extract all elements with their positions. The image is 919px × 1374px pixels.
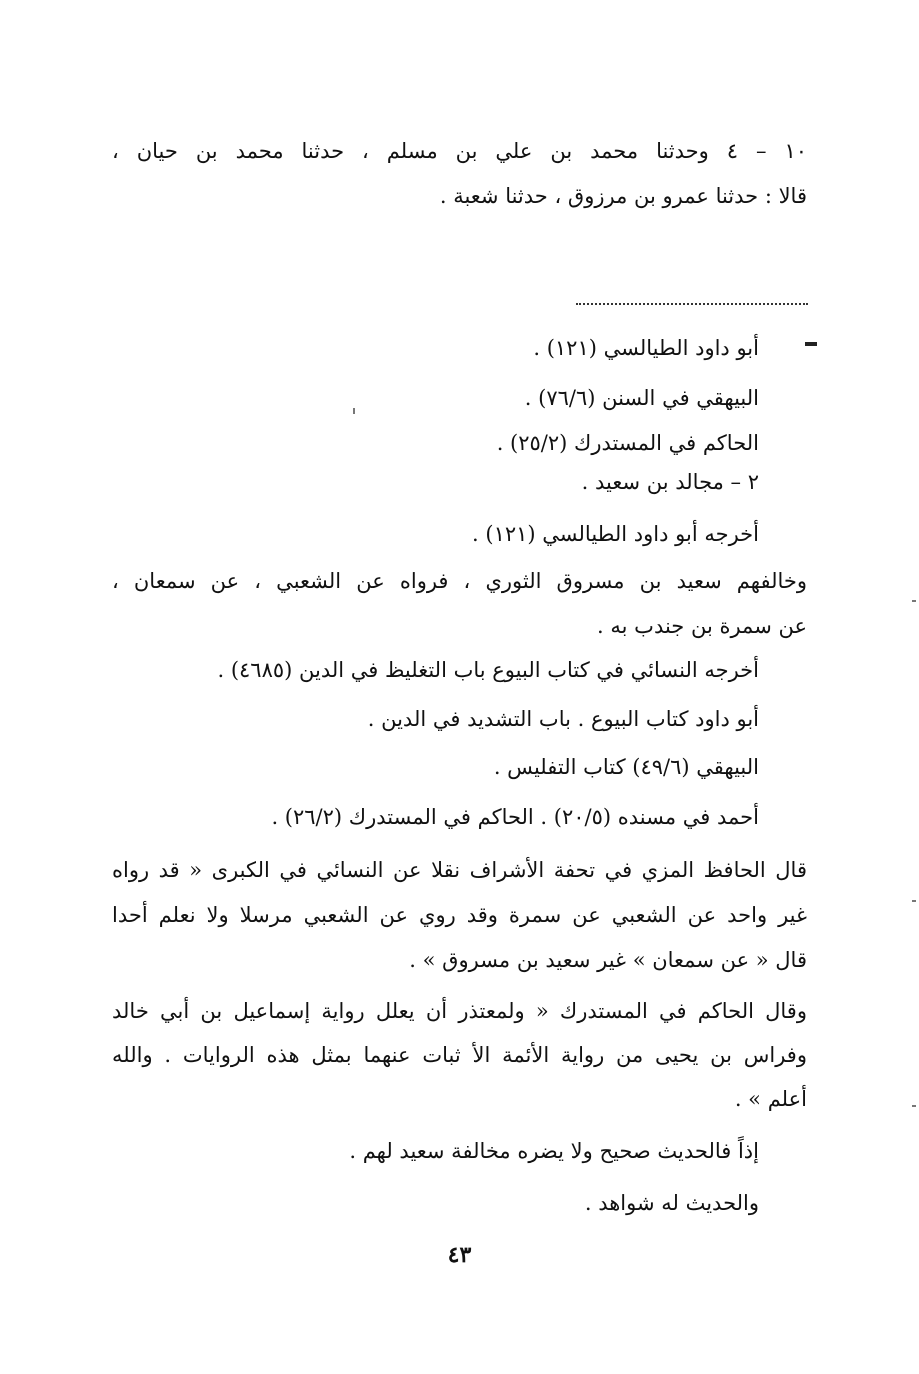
footnote-line-13: غير واحد عن الشعبي عن سمرة وقد روي عن الشعبي مرسلا ولا نعلم أحدا: [112, 903, 807, 927]
footnote-line-14: قال « عن سمعان » غير سعيد بن مسروق » .: [409, 948, 807, 972]
footnote-line-19: والحديث له شواهد .: [584, 1191, 759, 1215]
footnote-line-4: ٢ – مجالد بن سعيد .: [581, 470, 759, 494]
footnote-line-15: وقال الحاكم في المستدرك « ولمعتذر أن يعلل رواية إسماعيل بن أبي خالد: [112, 999, 807, 1023]
hadith-line-2: قالا : حدثنا عمرو بن مرزوق ، حدثنا شعبة .: [439, 184, 807, 208]
scan-speck: [912, 900, 916, 902]
footnote-line-18: إذاً فالحديث صحيح ولا يضره مخالفة سعيد لهم .: [349, 1139, 759, 1163]
scan-speck: [912, 600, 916, 602]
footnote-line-11: أحمد في مسنده (٢٠/٥) . الحاكم في المستدرك (٢٦/٢) .: [271, 805, 759, 829]
scan-speck: [912, 1105, 916, 1107]
footnote-line-9: أبو داود كتاب البيوع . باب التشديد في الدين .: [367, 707, 759, 731]
footnote-line-16: وفراس بن يحيى من رواية الأئمة الأ ثبات عنهما بمثل هذه الروايات . والله: [112, 1043, 807, 1067]
footnote-marker: [805, 342, 817, 346]
footnote-line-3: الحاكم في المستدرك (٢٥/٢) .: [496, 431, 759, 455]
footnote-line-6: وخالفهم سعيد بن مسروق الثوري ، فرواه عن الشعبي ، عن سمعان ،: [112, 569, 807, 593]
page-number: ٤٣: [447, 1242, 472, 1268]
footnote-line-17: أعلم » .: [734, 1087, 807, 1111]
footnote-line-12: قال الحافظ المزي في تحفة الأشراف نقلا عن النسائي في الكبرى « قد رواه: [112, 858, 807, 882]
footnote-line-8: أخرجه النسائي في كتاب البيوع باب التغليظ في الدين (٤٦٨٥) .: [217, 658, 759, 682]
hadith-line-1: ١٠ – ٤ وحدثنا محمد بن علي بن مسلم ، حدثنا محمد بن حيان ،: [112, 139, 807, 163]
footnote-line-1: أبو داود الطيالسي (١٢١) .: [533, 336, 759, 360]
footnote-line-5: أخرجه أبو داود الطيالسي (١٢١) .: [472, 522, 759, 546]
footnote-separator: [576, 303, 808, 305]
scan-speck: [353, 408, 355, 414]
footnote-line-2: البيهقي في السنن (٧٦/٦) .: [524, 386, 759, 410]
footnote-line-10: البيهقي (٤٩/٦) كتاب التفليس .: [493, 755, 759, 779]
footnote-line-7: عن سمرة بن جندب به .: [597, 614, 807, 638]
